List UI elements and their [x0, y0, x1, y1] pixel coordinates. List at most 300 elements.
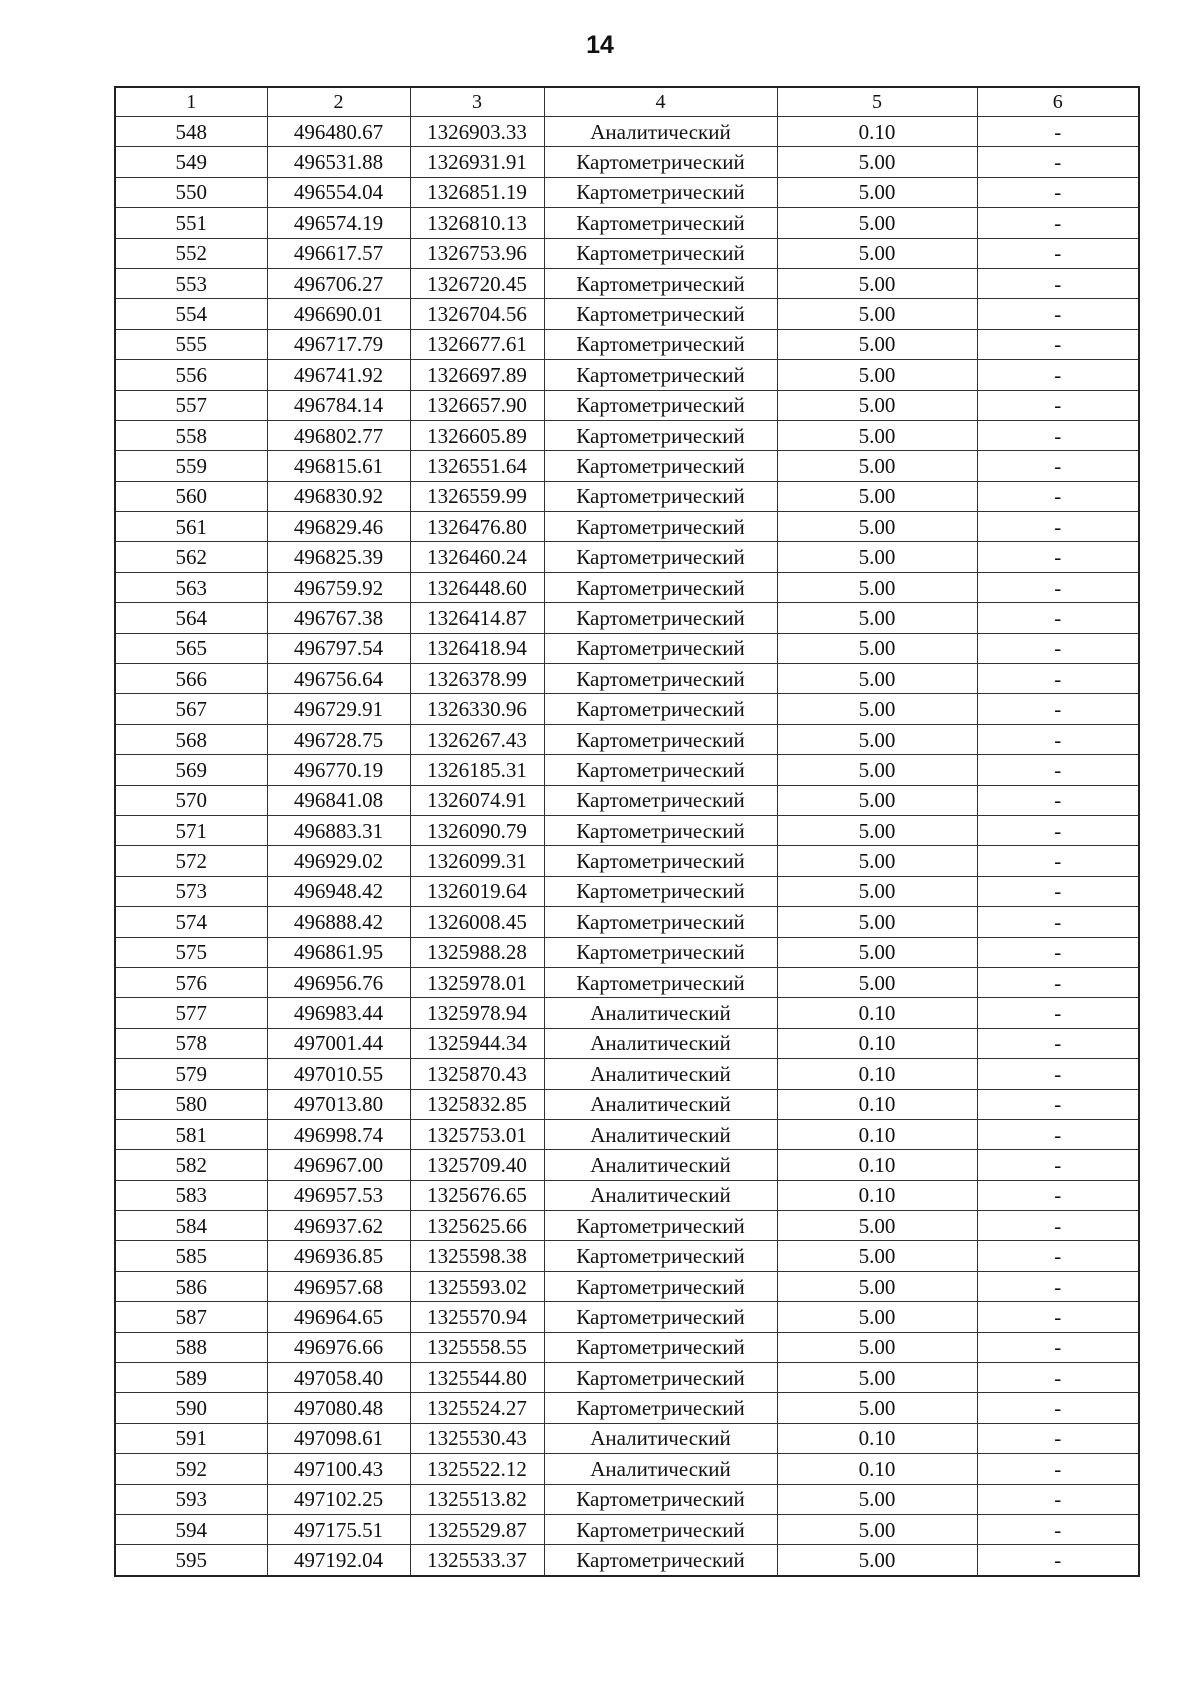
accuracy-cell: 5.00: [777, 299, 977, 329]
x-coordinate-cell: 496729.91: [267, 694, 410, 724]
table-row: [115, 147, 1139, 177]
note-cell: -: [977, 1180, 1139, 1210]
note-cell: -: [977, 512, 1139, 542]
accuracy-cell: 5.00: [777, 1241, 977, 1271]
y-coordinate-cell: 1325513.82: [410, 1484, 544, 1514]
method-cell: Картометрический: [544, 1514, 777, 1544]
y-coordinate-cell: 1326677.61: [410, 329, 544, 359]
method-cell: Картометрический: [544, 572, 777, 602]
note-cell: -: [977, 1484, 1139, 1514]
point-number-cell: 578: [115, 1028, 267, 1058]
accuracy-cell: 5.00: [777, 1514, 977, 1544]
x-coordinate-cell: 496883.31: [267, 815, 410, 845]
y-coordinate-cell: 1325529.87: [410, 1514, 544, 1544]
table-row: [115, 846, 1139, 876]
y-coordinate-cell: 1326099.31: [410, 846, 544, 876]
note-cell: -: [977, 1363, 1139, 1393]
x-coordinate-cell: 496617.57: [267, 238, 410, 268]
y-coordinate-cell: 1325558.55: [410, 1332, 544, 1362]
point-number-cell: 569: [115, 755, 267, 785]
x-coordinate-cell: 497001.44: [267, 1028, 410, 1058]
x-coordinate-cell: 496554.04: [267, 177, 410, 207]
y-coordinate-cell: 1325832.85: [410, 1089, 544, 1119]
point-number-cell: 565: [115, 633, 267, 663]
table-row: [115, 117, 1139, 147]
accuracy-cell: 5.00: [777, 785, 977, 815]
accuracy-cell: 5.00: [777, 512, 977, 542]
point-number-cell: 558: [115, 420, 267, 450]
coordinates-table: [114, 86, 1140, 1577]
accuracy-cell: 0.10: [777, 1119, 977, 1149]
table-row: [115, 572, 1139, 602]
method-cell: Аналитический: [544, 117, 777, 147]
point-number-cell: 570: [115, 785, 267, 815]
accuracy-cell: 5.00: [777, 1211, 977, 1241]
point-number-cell: 594: [115, 1514, 267, 1544]
table-row: [115, 1545, 1139, 1576]
accuracy-cell: 5.00: [777, 177, 977, 207]
table-row: [115, 1484, 1139, 1514]
method-cell: Картометрический: [544, 603, 777, 633]
accuracy-cell: 0.10: [777, 1059, 977, 1089]
note-cell: -: [977, 420, 1139, 450]
method-cell: Картометрический: [544, 268, 777, 298]
table-row: [115, 177, 1139, 207]
x-coordinate-cell: 496728.75: [267, 724, 410, 754]
y-coordinate-cell: 1325570.94: [410, 1302, 544, 1332]
note-cell: -: [977, 1393, 1139, 1423]
table-row: [115, 1454, 1139, 1484]
x-coordinate-cell: 496929.02: [267, 846, 410, 876]
accuracy-cell: 5.00: [777, 208, 977, 238]
method-cell: Картометрический: [544, 238, 777, 268]
y-coordinate-cell: 1326931.91: [410, 147, 544, 177]
method-cell: Аналитический: [544, 1059, 777, 1089]
method-cell: Аналитический: [544, 1454, 777, 1484]
x-coordinate-cell: 496983.44: [267, 998, 410, 1028]
method-cell: Аналитический: [544, 1028, 777, 1058]
table-row: [115, 694, 1139, 724]
y-coordinate-cell: 1326704.56: [410, 299, 544, 329]
point-number-cell: 572: [115, 846, 267, 876]
point-number-cell: 554: [115, 299, 267, 329]
accuracy-cell: 5.00: [777, 694, 977, 724]
method-cell: Картометрический: [544, 1241, 777, 1271]
accuracy-cell: 5.00: [777, 1393, 977, 1423]
table-row: [115, 724, 1139, 754]
table-row: [115, 1423, 1139, 1453]
x-coordinate-cell: 496531.88: [267, 147, 410, 177]
column-header-5: 5: [777, 87, 977, 117]
x-coordinate-cell: 496770.19: [267, 755, 410, 785]
column-header-4: 4: [544, 87, 777, 117]
method-cell: Картометрический: [544, 360, 777, 390]
x-coordinate-cell: 497100.43: [267, 1454, 410, 1484]
note-cell: -: [977, 1545, 1139, 1576]
y-coordinate-cell: 1326753.96: [410, 238, 544, 268]
y-coordinate-cell: 1325709.40: [410, 1150, 544, 1180]
accuracy-cell: 0.10: [777, 998, 977, 1028]
y-coordinate-cell: 1325524.27: [410, 1393, 544, 1423]
table-row: [115, 329, 1139, 359]
y-coordinate-cell: 1325593.02: [410, 1271, 544, 1301]
point-number-cell: 588: [115, 1332, 267, 1362]
table-row: [115, 1241, 1139, 1271]
y-coordinate-cell: 1326019.64: [410, 876, 544, 906]
accuracy-cell: 5.00: [777, 572, 977, 602]
method-cell: Картометрический: [544, 876, 777, 906]
x-coordinate-cell: 496756.64: [267, 664, 410, 694]
x-coordinate-cell: 496830.92: [267, 481, 410, 511]
y-coordinate-cell: 1326476.80: [410, 512, 544, 542]
point-number-cell: 568: [115, 724, 267, 754]
table-row: [115, 967, 1139, 997]
accuracy-cell: 5.00: [777, 360, 977, 390]
x-coordinate-cell: 496936.85: [267, 1241, 410, 1271]
note-cell: -: [977, 603, 1139, 633]
note-cell: -: [977, 147, 1139, 177]
note-cell: -: [977, 329, 1139, 359]
method-cell: Картометрический: [544, 299, 777, 329]
point-number-cell: 583: [115, 1180, 267, 1210]
accuracy-cell: 5.00: [777, 329, 977, 359]
method-cell: Картометрический: [544, 694, 777, 724]
table-row: [115, 907, 1139, 937]
column-header-2: 2: [267, 87, 410, 117]
note-cell: -: [977, 177, 1139, 207]
x-coordinate-cell: 496767.38: [267, 603, 410, 633]
method-cell: Картометрический: [544, 724, 777, 754]
y-coordinate-cell: 1326903.33: [410, 117, 544, 147]
method-cell: Картометрический: [544, 451, 777, 481]
x-coordinate-cell: 497058.40: [267, 1363, 410, 1393]
y-coordinate-cell: 1325944.34: [410, 1028, 544, 1058]
point-number-cell: 552: [115, 238, 267, 268]
accuracy-cell: 5.00: [777, 481, 977, 511]
x-coordinate-cell: 496976.66: [267, 1332, 410, 1362]
accuracy-cell: 0.10: [777, 1028, 977, 1058]
point-number-cell: 557: [115, 390, 267, 420]
note-cell: -: [977, 755, 1139, 785]
method-cell: Картометрический: [544, 633, 777, 663]
table-row: [115, 1180, 1139, 1210]
table-row: [115, 512, 1139, 542]
method-cell: Картометрический: [544, 1302, 777, 1332]
note-cell: -: [977, 1028, 1139, 1058]
y-coordinate-cell: 1326460.24: [410, 542, 544, 572]
method-cell: Картометрический: [544, 755, 777, 785]
point-number-cell: 586: [115, 1271, 267, 1301]
table-row: [115, 299, 1139, 329]
y-coordinate-cell: 1325753.01: [410, 1119, 544, 1149]
note-cell: -: [977, 481, 1139, 511]
point-number-cell: 575: [115, 937, 267, 967]
x-coordinate-cell: 496888.42: [267, 907, 410, 937]
method-cell: Картометрический: [544, 512, 777, 542]
note-cell: -: [977, 724, 1139, 754]
method-cell: Аналитический: [544, 1119, 777, 1149]
table-row: [115, 1211, 1139, 1241]
y-coordinate-cell: 1325544.80: [410, 1363, 544, 1393]
point-number-cell: 593: [115, 1484, 267, 1514]
y-coordinate-cell: 1326330.96: [410, 694, 544, 724]
table-row: [115, 1028, 1139, 1058]
note-cell: -: [977, 1241, 1139, 1271]
y-coordinate-cell: 1325625.66: [410, 1211, 544, 1241]
note-cell: -: [977, 1332, 1139, 1362]
method-cell: Картометрический: [544, 1484, 777, 1514]
accuracy-cell: 5.00: [777, 1332, 977, 1362]
accuracy-cell: 5.00: [777, 633, 977, 663]
accuracy-cell: 5.00: [777, 724, 977, 754]
page-number: 14: [586, 31, 614, 59]
method-cell: Картометрический: [544, 1545, 777, 1576]
table-row: [115, 451, 1139, 481]
point-number-cell: 563: [115, 572, 267, 602]
y-coordinate-cell: 1325522.12: [410, 1454, 544, 1484]
point-number-cell: 581: [115, 1119, 267, 1149]
table-row: [115, 542, 1139, 572]
point-number-cell: 560: [115, 481, 267, 511]
table-row: [115, 1119, 1139, 1149]
note-cell: -: [977, 664, 1139, 694]
note-cell: -: [977, 1059, 1139, 1089]
accuracy-cell: 5.00: [777, 1271, 977, 1301]
x-coordinate-cell: 496784.14: [267, 390, 410, 420]
y-coordinate-cell: 1326378.99: [410, 664, 544, 694]
point-number-cell: 549: [115, 147, 267, 177]
y-coordinate-cell: 1326559.99: [410, 481, 544, 511]
table-row: [115, 1150, 1139, 1180]
table-row: [115, 208, 1139, 238]
x-coordinate-cell: 496825.39: [267, 542, 410, 572]
table-row: [115, 1363, 1139, 1393]
method-cell: Картометрический: [544, 907, 777, 937]
note-cell: -: [977, 1302, 1139, 1332]
y-coordinate-cell: 1325533.37: [410, 1545, 544, 1576]
accuracy-cell: 5.00: [777, 1545, 977, 1576]
accuracy-cell: 5.00: [777, 147, 977, 177]
x-coordinate-cell: 496574.19: [267, 208, 410, 238]
accuracy-cell: 5.00: [777, 815, 977, 845]
point-number-cell: 551: [115, 208, 267, 238]
note-cell: -: [977, 998, 1139, 1028]
point-number-cell: 573: [115, 876, 267, 906]
y-coordinate-cell: 1326418.94: [410, 633, 544, 663]
note-cell: -: [977, 360, 1139, 390]
method-cell: Картометрический: [544, 1211, 777, 1241]
accuracy-cell: 0.10: [777, 117, 977, 147]
header-row: [115, 87, 1139, 117]
x-coordinate-cell: 497098.61: [267, 1423, 410, 1453]
note-cell: -: [977, 1423, 1139, 1453]
point-number-cell: 584: [115, 1211, 267, 1241]
accuracy-cell: 5.00: [777, 1302, 977, 1332]
method-cell: Картометрический: [544, 815, 777, 845]
note-cell: -: [977, 785, 1139, 815]
y-coordinate-cell: 1325598.38: [410, 1241, 544, 1271]
note-cell: -: [977, 907, 1139, 937]
y-coordinate-cell: 1325676.65: [410, 1180, 544, 1210]
y-coordinate-cell: 1325978.94: [410, 998, 544, 1028]
point-number-cell: 562: [115, 542, 267, 572]
point-number-cell: 561: [115, 512, 267, 542]
accuracy-cell: 5.00: [777, 876, 977, 906]
note-cell: -: [977, 633, 1139, 663]
point-number-cell: 580: [115, 1089, 267, 1119]
table-row: [115, 755, 1139, 785]
x-coordinate-cell: 496706.27: [267, 268, 410, 298]
point-number-cell: 595: [115, 1545, 267, 1576]
x-coordinate-cell: 496802.77: [267, 420, 410, 450]
x-coordinate-cell: 496937.62: [267, 1211, 410, 1241]
method-cell: Картометрический: [544, 1363, 777, 1393]
note-cell: -: [977, 572, 1139, 602]
note-cell: -: [977, 937, 1139, 967]
method-cell: Аналитический: [544, 1423, 777, 1453]
table-row: [115, 420, 1139, 450]
note-cell: -: [977, 299, 1139, 329]
accuracy-cell: 5.00: [777, 1363, 977, 1393]
table-row: [115, 633, 1139, 663]
method-cell: Картометрический: [544, 1271, 777, 1301]
x-coordinate-cell: 496717.79: [267, 329, 410, 359]
y-coordinate-cell: 1326185.31: [410, 755, 544, 785]
point-number-cell: 571: [115, 815, 267, 845]
method-cell: Картометрический: [544, 177, 777, 207]
method-cell: Картометрический: [544, 937, 777, 967]
point-number-cell: 564: [115, 603, 267, 633]
accuracy-cell: 5.00: [777, 238, 977, 268]
y-coordinate-cell: 1326267.43: [410, 724, 544, 754]
table-row: [115, 876, 1139, 906]
table-row: [115, 1332, 1139, 1362]
method-cell: Картометрический: [544, 329, 777, 359]
x-coordinate-cell: 496815.61: [267, 451, 410, 481]
method-cell: Картометрический: [544, 1332, 777, 1362]
x-coordinate-cell: 496690.01: [267, 299, 410, 329]
accuracy-cell: 5.00: [777, 846, 977, 876]
accuracy-cell: 5.00: [777, 420, 977, 450]
table-row: [115, 268, 1139, 298]
table-row: [115, 664, 1139, 694]
point-number-cell: 555: [115, 329, 267, 359]
point-number-cell: 579: [115, 1059, 267, 1089]
y-coordinate-cell: 1326448.60: [410, 572, 544, 602]
y-coordinate-cell: 1325870.43: [410, 1059, 544, 1089]
note-cell: -: [977, 1454, 1139, 1484]
method-cell: Картометрический: [544, 208, 777, 238]
y-coordinate-cell: 1325530.43: [410, 1423, 544, 1453]
y-coordinate-cell: 1326657.90: [410, 390, 544, 420]
accuracy-cell: 5.00: [777, 451, 977, 481]
x-coordinate-cell: 497080.48: [267, 1393, 410, 1423]
y-coordinate-cell: 1325988.28: [410, 937, 544, 967]
accuracy-cell: 5.00: [777, 664, 977, 694]
y-coordinate-cell: 1326414.87: [410, 603, 544, 633]
note-cell: -: [977, 1271, 1139, 1301]
x-coordinate-cell: 497013.80: [267, 1089, 410, 1119]
point-number-cell: 591: [115, 1423, 267, 1453]
y-coordinate-cell: 1326720.45: [410, 268, 544, 298]
accuracy-cell: 5.00: [777, 542, 977, 572]
note-cell: -: [977, 1119, 1139, 1149]
accuracy-cell: 5.00: [777, 390, 977, 420]
accuracy-cell: 5.00: [777, 907, 977, 937]
note-cell: -: [977, 876, 1139, 906]
x-coordinate-cell: 496964.65: [267, 1302, 410, 1332]
accuracy-cell: 5.00: [777, 603, 977, 633]
accuracy-cell: 0.10: [777, 1454, 977, 1484]
note-cell: -: [977, 1089, 1139, 1119]
method-cell: Картометрический: [544, 967, 777, 997]
accuracy-cell: 0.10: [777, 1423, 977, 1453]
method-cell: Картометрический: [544, 1393, 777, 1423]
note-cell: -: [977, 967, 1139, 997]
method-cell: Картометрический: [544, 481, 777, 511]
column-header-6: 6: [977, 87, 1139, 117]
table-row: [115, 998, 1139, 1028]
note-cell: -: [977, 268, 1139, 298]
x-coordinate-cell: 496841.08: [267, 785, 410, 815]
point-number-cell: 577: [115, 998, 267, 1028]
point-number-cell: 548: [115, 117, 267, 147]
note-cell: -: [977, 451, 1139, 481]
method-cell: Картометрический: [544, 846, 777, 876]
accuracy-cell: 5.00: [777, 937, 977, 967]
table-row: [115, 1393, 1139, 1423]
method-cell: Картометрический: [544, 420, 777, 450]
point-number-cell: 567: [115, 694, 267, 724]
note-cell: -: [977, 846, 1139, 876]
x-coordinate-cell: 497010.55: [267, 1059, 410, 1089]
y-coordinate-cell: 1326605.89: [410, 420, 544, 450]
note-cell: -: [977, 390, 1139, 420]
table-row: [115, 390, 1139, 420]
y-coordinate-cell: 1326551.64: [410, 451, 544, 481]
table-row: [115, 1514, 1139, 1544]
x-coordinate-cell: 496741.92: [267, 360, 410, 390]
x-coordinate-cell: 496957.53: [267, 1180, 410, 1210]
y-coordinate-cell: 1326810.13: [410, 208, 544, 238]
y-coordinate-cell: 1326697.89: [410, 360, 544, 390]
point-number-cell: 559: [115, 451, 267, 481]
note-cell: -: [977, 815, 1139, 845]
table-row: [115, 815, 1139, 845]
table-row: [115, 785, 1139, 815]
x-coordinate-cell: 496829.46: [267, 512, 410, 542]
note-cell: -: [977, 238, 1139, 268]
x-coordinate-cell: 496998.74: [267, 1119, 410, 1149]
method-cell: Картометрический: [544, 147, 777, 177]
point-number-cell: 585: [115, 1241, 267, 1271]
method-cell: Аналитический: [544, 1150, 777, 1180]
x-coordinate-cell: 497192.04: [267, 1545, 410, 1576]
method-cell: Аналитический: [544, 1089, 777, 1119]
point-number-cell: 582: [115, 1150, 267, 1180]
method-cell: Картометрический: [544, 542, 777, 572]
point-number-cell: 574: [115, 907, 267, 937]
point-number-cell: 587: [115, 1302, 267, 1332]
y-coordinate-cell: 1326090.79: [410, 815, 544, 845]
y-coordinate-cell: 1325978.01: [410, 967, 544, 997]
table-row: [115, 1089, 1139, 1119]
x-coordinate-cell: 496759.92: [267, 572, 410, 602]
note-cell: -: [977, 1514, 1139, 1544]
note-cell: -: [977, 117, 1139, 147]
note-cell: -: [977, 694, 1139, 724]
table-row: [115, 937, 1139, 967]
